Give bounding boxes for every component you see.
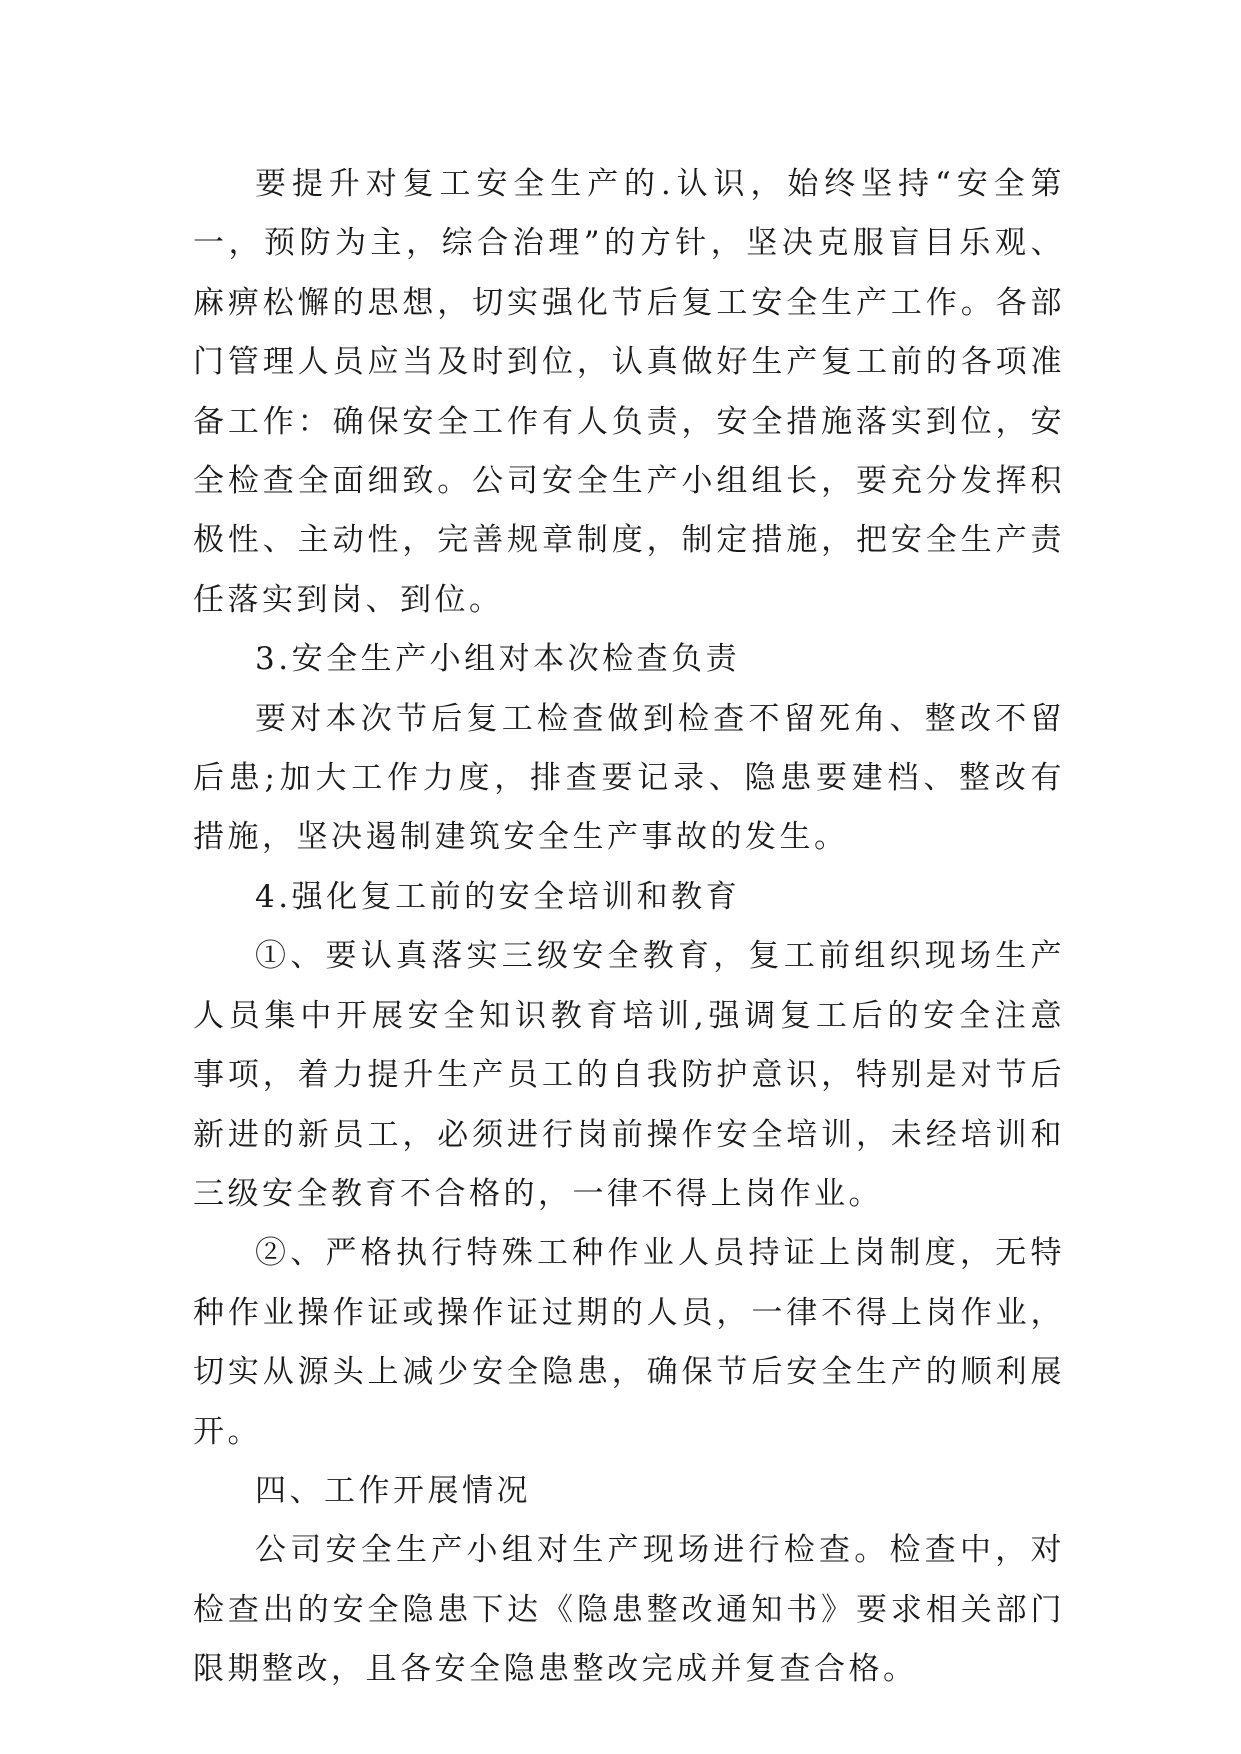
paragraph-training-item-1: ①、要认真落实三级安全教育，复工前组织现场生产人员集中开展安全知识教育培训,强调复工后的安全注意事项，着力提升生产员工的自我防护意识，特别是对节后新进的新员工，必须进行岗前操作安全培训，未经培训和三级安全教育不合格的，一律不得上岗作业。 xyxy=(193,938,1065,1212)
paragraph-inspection-responsibility: 要对本次节后复工检查做到检查不留死角、整改不留后患;加大工作力度，排查要记录、隐患要建档、整改有措施，坚决遏制建筑安全生产事故的发生。 xyxy=(193,700,1065,856)
document-body xyxy=(193,155,1065,1700)
paragraph-training-item-2: ②、严格执行特殊工种作业人员持证上岗制度，无特种作业操作证或操作证过期的人员，一律不得上岗作业，切实从源头上减少安全隐患，确保节后安全生产的顺利展开。 xyxy=(193,1235,1065,1450)
heading-section-3: 3.安全生产小组对本次检查负责 xyxy=(255,641,741,678)
heading-section-4: 4.强化复工前的安全培训和教育 xyxy=(255,878,741,915)
paragraph-work-progress: 公司安全生产小组对生产现场进行检查。检查中，对检查出的安全隐患下达《隐患整改通知书》要求相关部门限期整改，且各安全隐患整改完成并复查合格。 xyxy=(193,1532,1065,1688)
paragraph-safety-awareness: 要提升对复工安全生产的.认识，始终坚持“安全第一，预防为主，综合治理”的方针，坚决克服盲目乐观、麻痹松懈的思想，切实强化节后复工安全生产工作。各部门管理人员应当及时到位，认真做好生产复工前的各项准备工作：确保安全工作有人负责，安全措施落实到位，安全检查全面细致。公司安全生产小组组长，要充分发挥积极性、主动性，完善规章制度，制定措施，把安全生产责任落实到岗、到位。 xyxy=(193,166,1065,618)
heading-work-progress: 四、工作开展情况 xyxy=(255,1472,531,1509)
